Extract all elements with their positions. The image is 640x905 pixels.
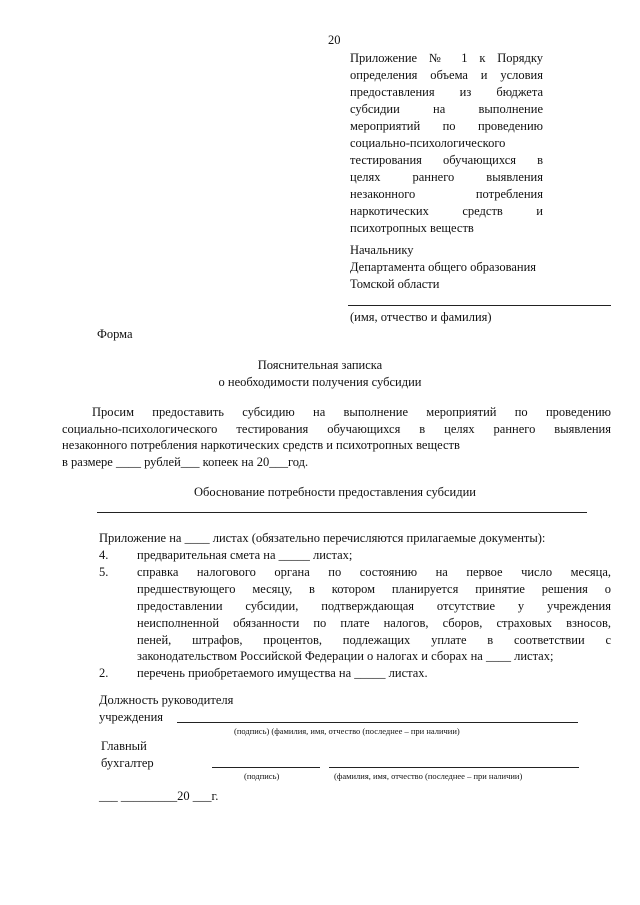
appendix-line: субсидии на выполнение [350, 102, 543, 116]
request-line: незаконного потребления наркотических средств и психотропных веществ [62, 438, 460, 452]
document-title: Пояснительная записка [257, 358, 383, 372]
appendix-line: наркотических средств и [350, 204, 543, 218]
list-item-line: справка налогового органа по состоянию на первое число месяца, [137, 565, 611, 579]
list-item-line: законодательством Российской Федерации о налогах и сборах на ____ листах; [137, 649, 554, 663]
addressee-line: Департамента общего образования [350, 260, 537, 274]
appendix-line: определения объема и условия [350, 68, 543, 82]
list-item-line: предоставлении субсидии, подтверждающая отсутствие у учреждения [137, 599, 611, 613]
head-position-label-2: учреждения [99, 710, 164, 724]
appendix-line: социально-психологического [350, 136, 506, 150]
appendix-line: Приложение № 1 к Порядку [350, 51, 543, 65]
list-item-text: перечень приобретаемого имущества на _____ листах. [137, 666, 428, 680]
attachments-intro: Приложение на ____ листах (обязательно перечисляются прилагаемые документы): [99, 531, 546, 545]
appendix-line: целях раннего выявления [350, 170, 543, 184]
justification-line [97, 512, 587, 513]
addressee-line: Начальнику [350, 243, 414, 257]
head-signature-caption: (подпись) (фамилия, имя, отчество (последнее – при наличии) [234, 726, 460, 736]
accountant-signature-caption: (подпись) [244, 771, 280, 781]
accountant-signature-line [212, 767, 320, 768]
signature-date: ___ _________20 ___г. [99, 789, 219, 803]
list-number: 4. [99, 548, 109, 562]
list-number: 2. [99, 666, 109, 680]
addressee-line: Томской области [350, 277, 440, 291]
accountant-label-2: бухгалтер [101, 756, 154, 770]
appendix-line: психотропных веществ [350, 221, 474, 235]
document-subtitle: о необходимости получения субсидии [218, 375, 422, 389]
appendix-block [350, 50, 543, 237]
head-signature-line [177, 722, 578, 723]
accountant-name-caption: (фамилия, имя, отчество (последнее – при наличии) [334, 771, 523, 781]
appendix-line: тестирования обучающихся в [350, 153, 543, 167]
form-label: Форма [97, 327, 133, 341]
list-item-line: пеней, штрафов, процентов, подлежащих уплате в соответствии с [137, 633, 611, 647]
list-number: 5. [99, 565, 109, 579]
head-position-label: Должность руководителя [99, 693, 234, 707]
appendix-line: мероприятий по проведению [350, 119, 543, 133]
list-item-text: предварительная смета на _____ листах; [137, 548, 353, 562]
appendix-line: предоставления из бюджета [350, 85, 543, 99]
accountant-name-line [329, 767, 579, 768]
request-line: социально-психологического тестирования обучающихся в целях раннего выявления [62, 422, 611, 436]
request-line: Просим предоставить субсидию на выполнение мероприятий по проведению [92, 405, 611, 419]
addressee-name-line [348, 305, 611, 306]
appendix-line: незаконного потребления [350, 187, 543, 201]
list-item-line: предшествующего месяцу, в котором планируется принятие решения о [137, 582, 611, 596]
accountant-label: Главный [101, 739, 147, 753]
addressee-name-caption: (имя, отчество и фамилия) [350, 310, 492, 324]
list-item-line: неисполненной обязанности по плате налогов, сборов, страховых взносов, [137, 616, 611, 630]
page-number: 20 [328, 33, 341, 47]
justification-heading: Обоснование потребности предоставления субсидии [194, 485, 476, 499]
request-amount-line: в размере ____ рублей___ копеек на 20___год. [62, 455, 309, 469]
